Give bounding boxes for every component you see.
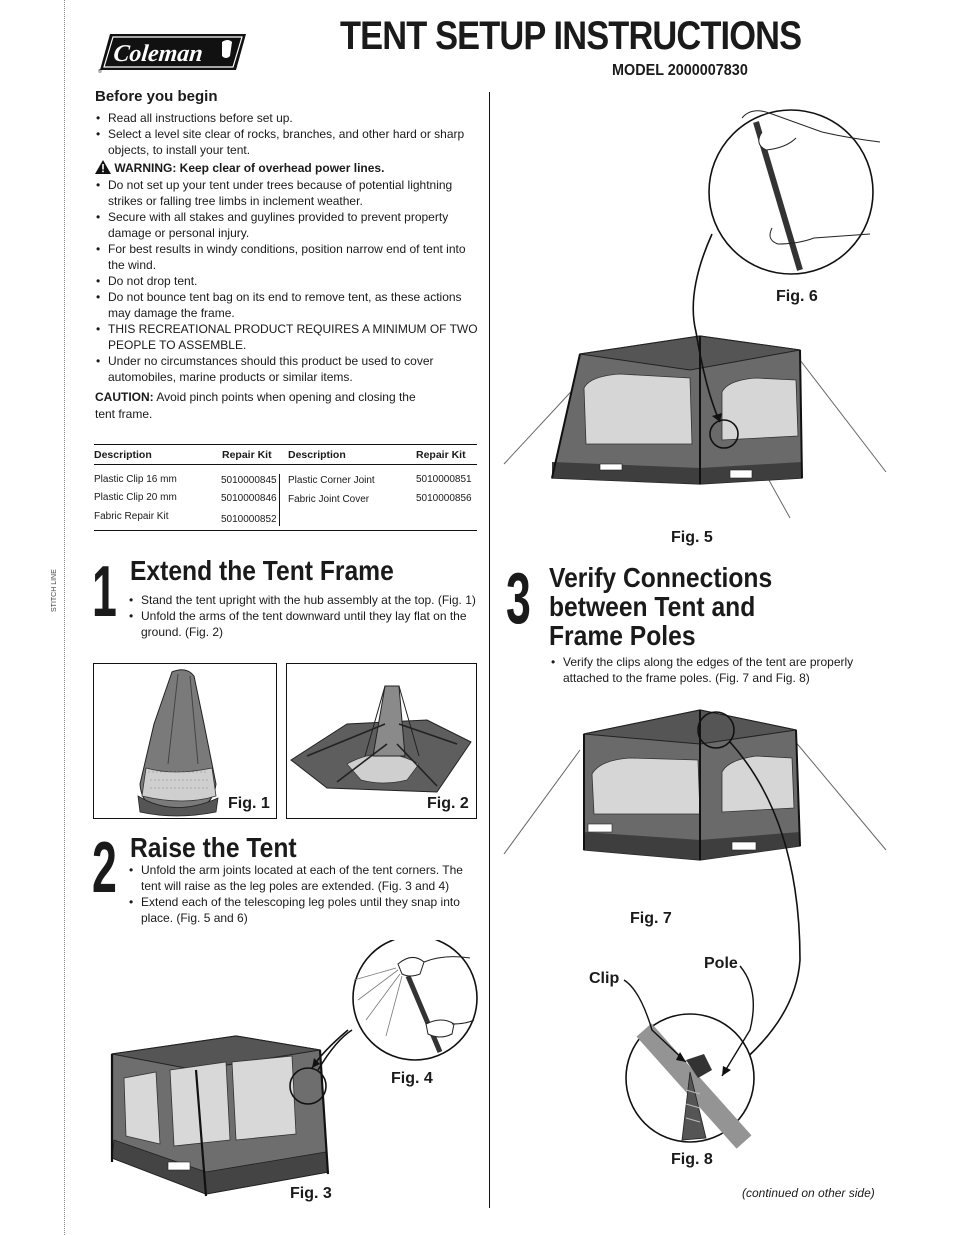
step-3-title-line-3: Frame Poles: [549, 620, 696, 651]
fig-6-label: Fig. 6: [776, 288, 818, 305]
logo-wordmark: Coleman: [112, 41, 205, 67]
table-header: Description: [288, 449, 346, 461]
list-item: • Extend each of the telescoping leg poles until they snap into place. (Fig. 5 and 6): [128, 894, 478, 926]
figure-7-8: [500, 700, 895, 1180]
fig-7-label: Fig. 7: [630, 910, 672, 927]
pole-label: Pole: [704, 955, 738, 972]
caution-text: Avoid pinch points when opening and closing the tent frame.: [95, 390, 416, 421]
svg-text:®: ®: [98, 69, 102, 74]
table-cell: Plastic Clip 20 mm: [94, 492, 177, 503]
warning-line: [95, 160, 384, 176]
list-item: • Do not bounce tent bag on its end to remove tent, as these actions may damage the frame.: [95, 289, 480, 321]
before-list: [95, 110, 480, 158]
table-cell: Fabric Joint Cover: [288, 494, 370, 505]
figure-1: [93, 663, 277, 819]
step-3-title-line-1: Verify Connections: [549, 562, 773, 593]
step-1-number: 1: [92, 552, 117, 632]
list-item: • Unfold the arm joints located at each of the tent corners. The tent will raise as the leg poles are extended. (Fig. 3 and 4): [128, 862, 478, 894]
warning-list: [95, 177, 480, 385]
step-1-title: Extend the Tent Frame: [130, 555, 394, 586]
step-2-number: 2: [92, 828, 117, 908]
table-header: Description: [94, 449, 152, 461]
list-item: • Select a level site clear of rocks, branches, and other hard or sharp objects, to install your tent.: [95, 126, 480, 158]
clip-label: Clip: [589, 970, 620, 987]
table-cell: 5010000845: [221, 475, 277, 486]
stitch-line: [64, 0, 65, 1235]
coleman-logo: [98, 30, 248, 74]
table-cell: Plastic Clip 16 mm: [94, 474, 177, 485]
fig-2-label: Fig. 2: [427, 795, 469, 812]
table-rule: [94, 444, 477, 445]
list-item: • Secure with all stakes and guylines provided to prevent property damage or personal injury.: [95, 209, 480, 241]
step-1-list: [128, 592, 476, 640]
table-rule: [94, 530, 477, 531]
before-heading: Before you begin: [95, 88, 218, 105]
table-cell: 5010000856: [416, 493, 472, 504]
list-item: • Verify the clips along the edges of the tent are properly attached to the frame poles. (Fig. 7 and Fig. 8): [550, 654, 890, 686]
model-number: MODEL 2000007830: [612, 62, 748, 79]
figure-2: [286, 663, 477, 819]
list-item: • Do not drop tent.: [95, 273, 480, 289]
table-header: Repair Kit: [222, 449, 272, 461]
figure-5-6: [500, 92, 895, 552]
tent-legs-illustration: [500, 92, 895, 552]
list-item: • Read all instructions before set up.: [95, 110, 480, 126]
table-cell: 5010000852: [221, 514, 277, 525]
table-cell: Plastic Corner Joint: [288, 475, 375, 486]
fig-1-label: Fig. 1: [228, 795, 270, 812]
column-divider: [489, 92, 490, 1208]
table-rule: [94, 464, 477, 465]
table-cell: 5010000851: [416, 474, 472, 485]
table-header: Repair Kit: [416, 449, 466, 461]
page-title: TENT SETUP INSTRUCTIONS: [340, 14, 802, 58]
continued-note: (continued on other side): [742, 1186, 875, 1200]
fig-5-label: Fig. 5: [671, 529, 713, 546]
table-cell: 5010000846: [221, 493, 277, 504]
table-cell: Fabric Repair Kit: [94, 511, 169, 522]
fig-8-label: Fig. 8: [671, 1151, 713, 1168]
clip-connection-illustration: [500, 700, 895, 1180]
step-2-list: [128, 862, 478, 926]
step-3-title-line-2: between Tent and: [549, 591, 756, 622]
step-2-title: Raise the Tent: [130, 832, 297, 863]
list-item: • For best results in windy conditions, position narrow end of tent into the wind.: [95, 241, 480, 273]
step-3-number: 3: [506, 559, 531, 639]
list-item: • THIS RECREATIONAL PRODUCT REQUIRES A MINIMUM OF TWO PEOPLE TO ASSEMBLE.: [95, 321, 480, 353]
caution-note: [95, 389, 435, 423]
table-column-separator: [279, 474, 280, 526]
list-item: • Under no circumstances should this product be used to cover automobiles, marine products or similar items.: [95, 353, 480, 385]
list-item: • Unfold the arms of the tent downward until they lay flat on the ground. (Fig. 2): [128, 608, 476, 640]
step-3-list: [550, 654, 890, 686]
fig-3-label: Fig. 3: [290, 1185, 332, 1202]
stitch-label: STITCH LINE: [51, 569, 58, 612]
warning-text: WARNING: Keep clear of overhead power lines.: [114, 161, 385, 175]
figure-3-4: [96, 940, 481, 1210]
warning-icon: [95, 160, 111, 174]
caution-label: CAUTION:: [95, 390, 154, 404]
list-item: • Do not set up your tent under trees because of potential lightning strikes or falling tree limbs in inclement weather.: [95, 177, 480, 209]
list-item: • Stand the tent upright with the hub assembly at the top. (Fig. 1): [128, 592, 476, 608]
fig-4-label: Fig. 4: [391, 1070, 433, 1087]
